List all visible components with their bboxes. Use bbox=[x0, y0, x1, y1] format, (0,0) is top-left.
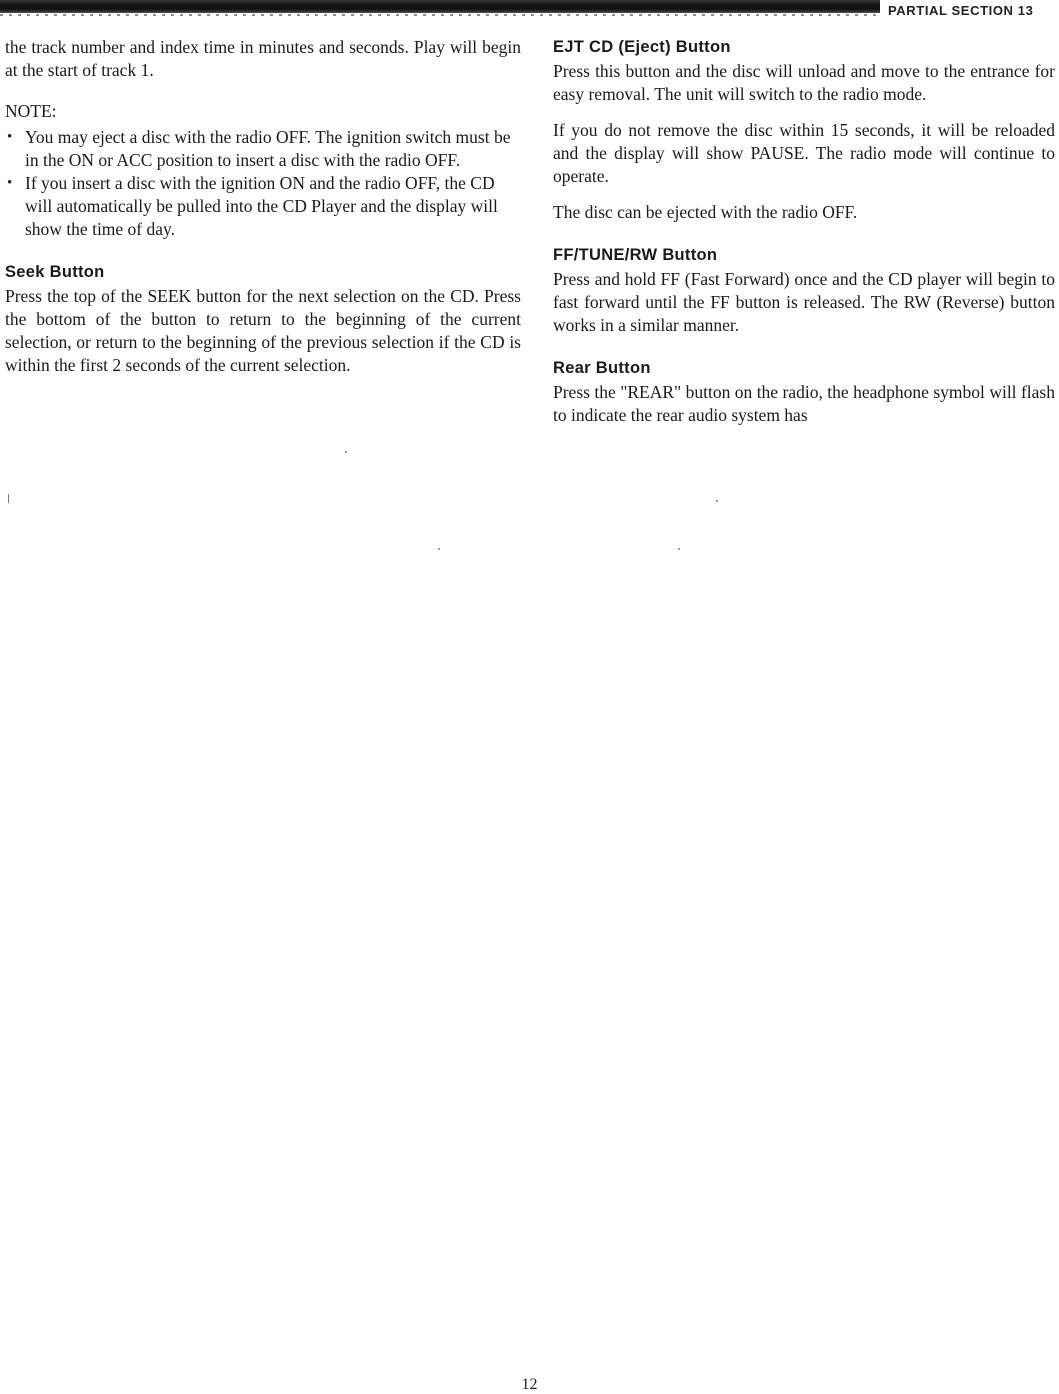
scan-speck bbox=[438, 548, 440, 550]
scan-speck bbox=[678, 548, 680, 550]
scan-speck bbox=[8, 494, 9, 503]
eject-button-heading: EJT CD (Eject) Button bbox=[553, 38, 731, 56]
seek-button-heading: Seek Button bbox=[5, 263, 105, 281]
running-header: PARTIAL SECTION 13 bbox=[888, 3, 1034, 18]
note-item: • You may eject a disc with the radio OFF. The ignition switch must be in the ON or ACC position to insert a disc with the radio OFF. bbox=[5, 126, 521, 172]
page-number: 12 bbox=[521, 1376, 538, 1393]
eject-paragraph-2: If you do not remove the disc within 15 seconds, it will be reloaded and the display will show PAUSE. The radio mode will continue to operate. bbox=[553, 120, 1055, 186]
seek-button-paragraph: Press the top of the SEEK button for the next selection on the CD. Press the bottom of the button to return to the beginning of the current selection, or return to the beginning of the previous selection if the CD is within the first 2 seconds of the current selection. bbox=[5, 286, 521, 375]
scan-speck bbox=[345, 451, 347, 453]
rear-button-paragraph: Press the "REAR" button on the radio, the headphone symbol will flash to indicate the rear audio system has bbox=[553, 382, 1055, 425]
left-column bbox=[5, 36, 521, 390]
eject-paragraph-3: The disc can be ejected with the radio OFF. bbox=[553, 202, 858, 222]
scan-speck bbox=[716, 500, 718, 502]
ff-tune-rw-heading: FF/TUNE/RW Button bbox=[553, 246, 718, 264]
rear-button-heading: Rear Button bbox=[553, 359, 651, 377]
right-column bbox=[553, 36, 1055, 440]
note-list bbox=[5, 126, 521, 241]
ff-tune-rw-paragraph: Press and hold FF (Fast Forward) once and the CD player will begin to fast forward until the FF button is released. The RW (Reverse) button works in a similar manner. bbox=[553, 269, 1055, 335]
note-item: • If you insert a disc with the ignition ON and the radio OFF, the CD will automatically be pulled into the CD Player and the display will show the time of day. bbox=[5, 172, 521, 241]
note-title: NOTE: bbox=[5, 101, 57, 121]
header-bar bbox=[0, 0, 880, 13]
eject-paragraph-1: Press this button and the disc will unload and move to the entrance for easy removal. The unit will switch to the radio mode. bbox=[553, 61, 1055, 104]
intro-paragraph: the track number and index time in minutes and seconds. Play will begin at the start of track 1. bbox=[5, 37, 521, 80]
